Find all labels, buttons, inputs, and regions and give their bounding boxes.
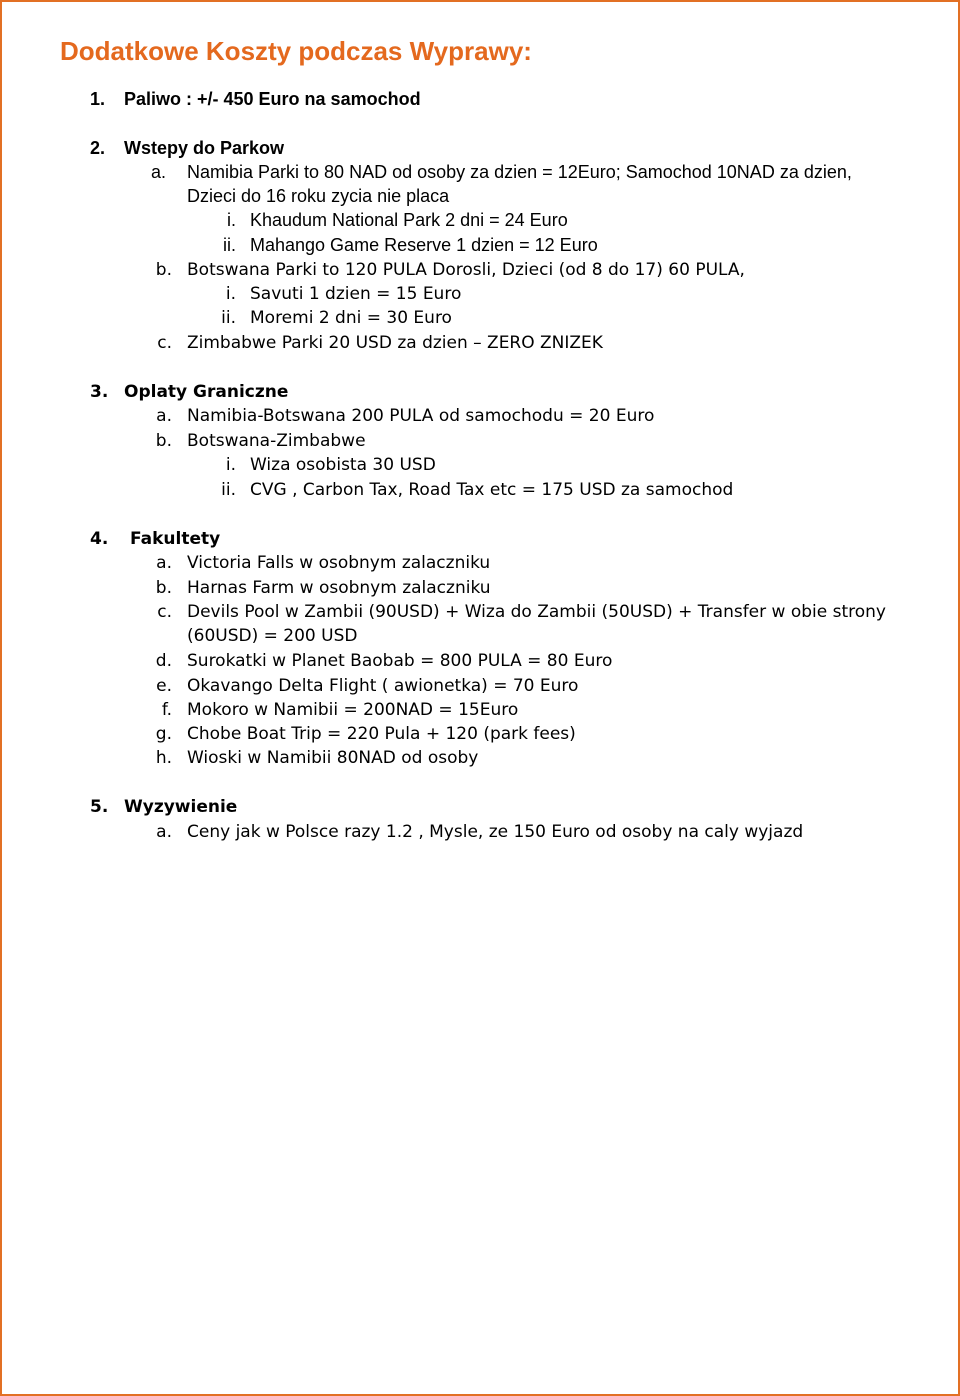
page-title: Dodatkowe Koszty podczas Wyprawy:	[60, 36, 532, 66]
document-page: Dodatkowe Koszty podczas Wyprawy: 1. Paliwo : +/- 450 Euro na samochod 2. Wstepy do Parkow a. Namibia Parki to 80 NAD od osoby za dzien = 12Euro; Samochod 10NAD za dzien, Dzieci do 16 roku zycia nie placa i. Khaudum National Park 2 dni = 24 Euro ii. Mahango Game Reserve 1 dzien = 12 Euro b. Botswana Parki to 120 PULA Dorosli, Dzieci (od 8 do 17) 60 PULA, i. Savuti 1 dzien = 15 Euro ii. Moremi 2 dni = 30 Euro c. Zimbabwe Parki 20 USD za dzien – ZERO ZNIZEK 3. Oplaty Graniczne a. Namibia-Botswana 200 PULA od samochodu = 20 Euro b. Botswana-Zimbabwe i. Wiza osobista 30 USD ii. CVG , Carbon Tax, Road Tax etc = 175 USD za samochod 4. Fakultety a. Victoria Falls w osobnym zalaczniku b. Harnas Farm w osobnym zalaczniku c. Devils Pool w Zambii (90USD) + Wiza do Zambii (50USD) + Transfer w obie strony (60USD) = 200 USD d. Surokatki w Planet Baobab = 800 PULA = 80 Euro e. Okavango Delta Flight ( awionetka) = 70 Euro f. Mokoro w Namibii = 200NAD = 15Euro g. Chobe Boat Trip = 220 Pula + 120 (park fees) h. Wioski w Namibii 80NAD od osoby 5. Wyzywienie a. Ceny jak w Polsce razy 1.2 , Mysle, ze 150 Euro od osoby na caly wyjazd	[0, 0, 960, 1396]
